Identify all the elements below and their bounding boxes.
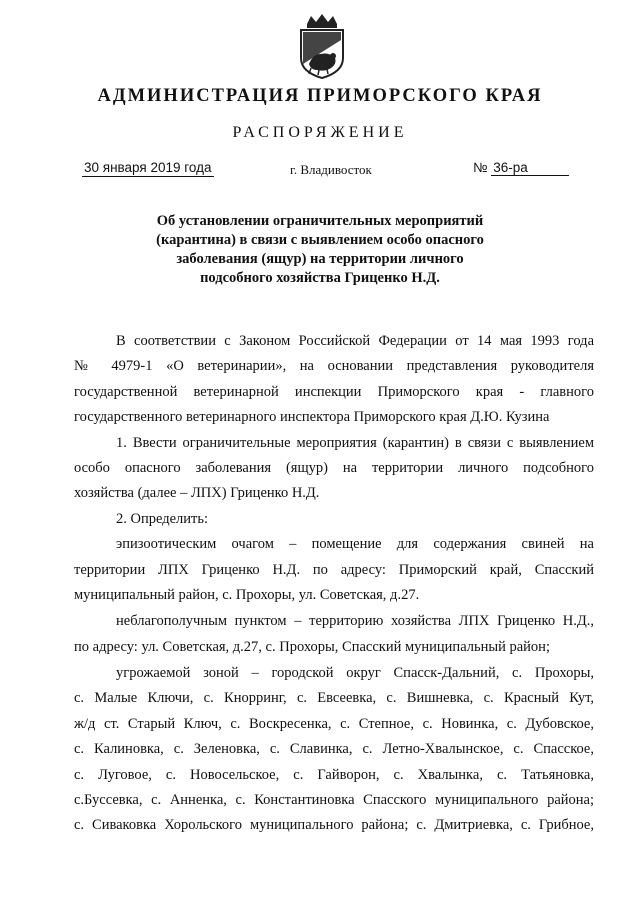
number-value: 36-ра [491,160,569,176]
body-line: неблагополучным пунктом – территорию хозяйства ЛПХ Гриценко Н.Д., [116,613,594,630]
body-line: с. Калиновка, с. Зеленовка, с. Славинка, с. Летно-Хвалынское, с. Спасское, [74,741,594,758]
number-prefix: № [473,160,488,175]
body-line: 1. Ввести ограничительные мероприятия (карантин) в связи с выявлением [116,434,594,451]
document-body [74,329,594,839]
coat-of-arms-emblem [295,14,349,80]
body-line: угрожаемой зоной – городской округ Спасск-Дальний, с. Прохоры, [116,665,594,682]
body-line: с.Буссевка, с. Анненка, с. Константиновка Спасского муниципального района; [74,792,594,809]
body-line: ж/д ст. Старый Ключ, с. Воскресенка, с. Степное, с. Новинка, с. Дубовское, [74,715,594,732]
body-line: № 4979-1 «О ветеринарии», на основании представления руководителя [74,358,594,375]
title-line: Об установлении ограничительных мероприятий [156,213,484,229]
document-city: г. Владивосток [290,162,372,177]
document-type: РАСПОРЯЖЕНИЕ [232,124,408,141]
title-line: (карантина) в связи с выявлением особо опасного [156,232,484,248]
body-line: с. Сиваковка Хорольского муниципального района; с. Дмитриевка, с. Грибное, [74,817,594,834]
document-number [473,160,571,176]
organization-name: АДМИНИСТРАЦИЯ ПРИМОРСКОГО КРАЯ [97,86,543,106]
body-line: 2. Определить: [116,510,209,527]
document-title [100,212,540,288]
body-line: эпизоотическим очагом – помещение для содержания свиней на [116,536,594,553]
body-line: В соответствии с Законом Российской Федерации от 14 мая 1993 года [116,333,594,349]
body-line: территории ЛПХ Гриценко Н.Д. по адресу: Приморский край, Спасский [74,561,594,578]
title-line: заболевания (ящур) на территории личного [176,251,464,267]
document-date: 30 января 2019 года [84,160,212,175]
body-line: хозяйства (далее – ЛПХ) Гриценко Н.Д. [74,485,320,502]
body-line: муниципальный район, с. Прохоры, ул. Советская, д.27. [74,586,420,603]
body-line: государственной ветеринарной инспекции Приморского края - главного [74,383,594,400]
body-line: особо опасного заболевания (ящур) на территории личного подсобного [74,459,594,476]
body-line: с. Малые Ключи, с. Кнорринг, с. Евсеевка, с. Вишневка, с. Красный Кут, [74,690,594,707]
body-line: с. Луговое, с. Новосельское, с. Гайворон, с. Хвалынка, с. Татьяновка, [74,766,594,783]
body-line: государственного ветеринарного инспектора Приморского края Д.Ю. Кузина [74,409,550,426]
body-line: по адресу: ул. Советская, д.27, с. Прохоры, Спасский муниципальный район; [74,638,550,655]
title-line: подсобного хозяйства Гриценко Н.Д. [200,270,440,286]
